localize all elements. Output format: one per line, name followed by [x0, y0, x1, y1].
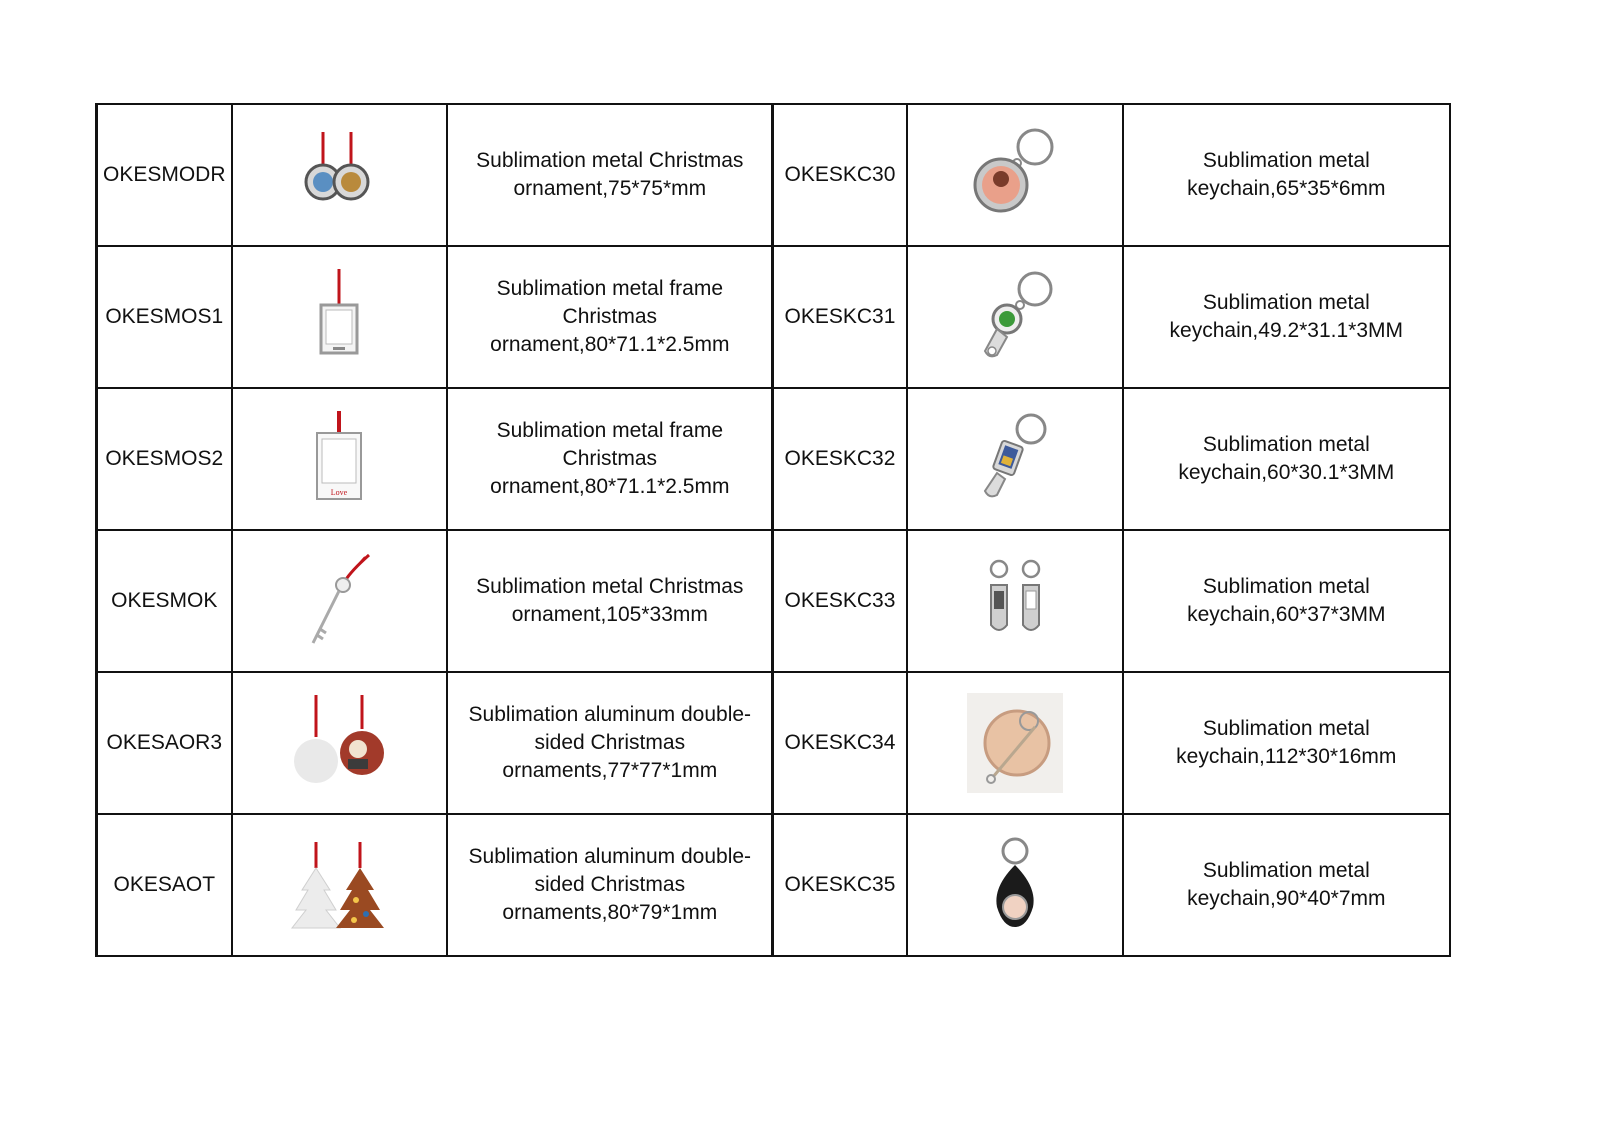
product-description: Sublimation metal Christmas ornament,105*33mm: [447, 530, 772, 672]
product-code: OKESKC30: [773, 104, 907, 246]
rectangle-opener-keychain-icon: [965, 409, 1065, 509]
love-frame-ornament-icon: [289, 409, 389, 509]
product-image-cell: [907, 530, 1123, 672]
product-image-cell: [907, 388, 1123, 530]
product-code: OKESAOT: [97, 814, 232, 956]
table-row: [97, 104, 1451, 246]
square-frame-ornament-icon: [289, 267, 389, 367]
product-description: Sublimation metal keychain,60*30.1*3MM: [1123, 388, 1450, 530]
table-row: [97, 246, 1451, 388]
product-image-cell: [232, 672, 448, 814]
product-description: Sublimation metal keychain,65*35*6mm: [1123, 104, 1450, 246]
christmas-tree-ornament-icon: [284, 840, 394, 930]
product-description: Sublimation metal keychain,90*40*7mm: [1123, 814, 1450, 956]
product-image-cell: [907, 104, 1123, 246]
product-code: OKESKC35: [773, 814, 907, 956]
product-image-cell: [232, 388, 448, 530]
round-photo-keychain-icon: [965, 125, 1065, 225]
product-image-cell: [232, 246, 448, 388]
product-code: OKESMOS2: [97, 388, 232, 530]
leather-teardrop-keychain-icon: [965, 835, 1065, 935]
table-row: [97, 672, 1451, 814]
product-image-cell: [232, 530, 448, 672]
product-code: OKESKC32: [773, 388, 907, 530]
product-table: [95, 103, 1451, 957]
aluminum-round-ornament-icon: [284, 693, 394, 793]
table-row: [97, 530, 1451, 672]
product-description: Sublimation metal keychain,112*30*16mm: [1123, 672, 1450, 814]
round-wine-opener-keychain-icon: [965, 691, 1065, 795]
product-code: OKESKC31: [773, 246, 907, 388]
love-label: Love: [331, 488, 348, 497]
product-code: OKESKC33: [773, 530, 907, 672]
bottle-opener-keychain-icon: [965, 267, 1065, 367]
product-description: Sublimation aluminum double-sided Christmas ornaments,80*79*1mm: [447, 814, 772, 956]
product-image-cell: [232, 814, 448, 956]
product-description: Sublimation metal Christmas ornament,75*75*mm: [447, 104, 772, 246]
double-opener-keychain-icon: [965, 551, 1065, 651]
product-description: Sublimation metal frame Christmas ornament,80*71.1*2.5mm: [447, 388, 772, 530]
product-description: Sublimation aluminum double-sided Christmas ornaments,77*77*1mm: [447, 672, 772, 814]
product-description: Sublimation metal keychain,60*37*3MM: [1123, 530, 1450, 672]
product-image-cell: [907, 814, 1123, 956]
product-description: Sublimation metal frame Christmas ornament,80*71.1*2.5mm: [447, 246, 772, 388]
product-image-cell: [232, 104, 448, 246]
table-row: [97, 388, 1451, 530]
product-code: OKESMOK: [97, 530, 232, 672]
product-image-cell: [907, 246, 1123, 388]
product-description: Sublimation metal keychain,49.2*31.1*3MM: [1123, 246, 1450, 388]
table-row: [97, 814, 1451, 956]
product-code: OKESMODR: [97, 104, 232, 246]
product-image-cell: [907, 672, 1123, 814]
product-code: OKESAOR3: [97, 672, 232, 814]
product-code: OKESKC34: [773, 672, 907, 814]
product-code: OKESMOS1: [97, 246, 232, 388]
round-ornament-pair-icon: [289, 130, 389, 220]
key-ornament-icon: [289, 551, 389, 651]
